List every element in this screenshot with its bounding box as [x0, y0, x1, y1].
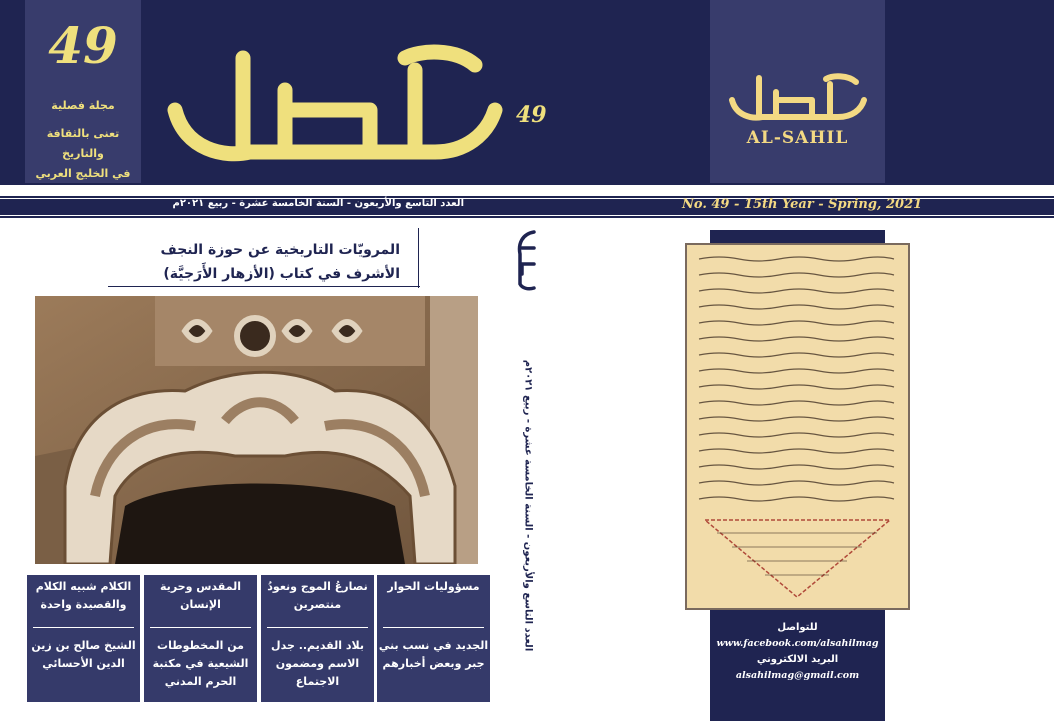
subtitle-line: تعنى بالثقافة والتاريخ	[46, 127, 120, 160]
email-link[interactable]: alsahilmag@gmail.com	[735, 670, 860, 681]
main-title-line: المرويّات التاريخية عن حوزة النجف	[160, 242, 400, 258]
title-rule-vertical	[418, 228, 419, 288]
article-title-bottom: من المخطوطات الشيعية في مكتبة الحرم المدني	[152, 639, 249, 688]
spine-text: العدد التاسع والأربعون - السنة الخامسة عشرة - ربيع ٢٠٢١م	[522, 359, 534, 652]
issue-subtitle	[29, 96, 137, 184]
top-banner	[0, 0, 1054, 185]
article-box	[27, 575, 140, 702]
facebook-link[interactable]: www.facebook.com/alsahilmag	[716, 638, 879, 649]
article-box	[377, 575, 490, 702]
issue-badge	[25, 0, 141, 183]
article-box	[261, 575, 374, 702]
manuscript-image	[685, 243, 910, 610]
contact-info	[710, 620, 885, 684]
article-title-bottom: بلاد القديم.. جدل الاسم ومضمون الاجتماع	[271, 639, 364, 688]
article-divider	[150, 627, 251, 628]
spine-logo	[514, 228, 540, 292]
spine	[518, 360, 540, 660]
logo-issue-number: 49	[516, 102, 547, 128]
cover-photo	[35, 296, 478, 564]
article-divider	[267, 627, 368, 628]
manuscript-illustration	[687, 245, 908, 608]
article-divider	[33, 627, 134, 628]
back-logo-box	[710, 0, 885, 183]
article-title-top: نصارعُ الموج ونعودُ منتصرين	[267, 580, 368, 611]
issue-number: 49	[48, 16, 118, 75]
article-title-top: الكلام شبيه الكلام والقصيدة واحدة	[35, 580, 132, 611]
email-label: البريد الالكتروني	[756, 654, 839, 665]
brand-latin: AL-SAHIL	[746, 128, 849, 148]
title-rule-horizontal	[108, 286, 420, 287]
issue-info-ar: العدد التاسع والأربعون - السنة الخامسة عشرة - ربيع ٢٠٢١م	[172, 198, 464, 209]
carved-arch-illustration	[35, 296, 478, 564]
article-divider	[383, 627, 484, 628]
alsahil-logo	[165, 40, 505, 165]
article-title-bottom: الشيخ صالح بن زين الدين الأحسائي	[31, 639, 136, 670]
contact-label: للتواصل	[777, 622, 818, 633]
article-box	[144, 575, 257, 702]
subtitle-line: مجلة فصلية	[51, 99, 115, 112]
white-stripe	[0, 185, 1054, 193]
subtitle-line: في الخليج العربي	[35, 167, 131, 180]
article-title-top: المقدس وحرية الإنسان	[160, 580, 241, 611]
issue-info-en: No. 49 - 15th Year - Spring, 2021	[682, 197, 923, 212]
main-title	[100, 238, 400, 286]
article-title-top: مسؤوليات الحوار	[387, 580, 480, 593]
main-title-line: الأشرف في كتاب (الأزهار الأَرَجيَّة)	[163, 266, 400, 282]
alsahil-small-logo	[728, 72, 868, 124]
article-title-bottom: الجديد في نسب بني جبر وبعض أخبارهم	[378, 639, 489, 670]
